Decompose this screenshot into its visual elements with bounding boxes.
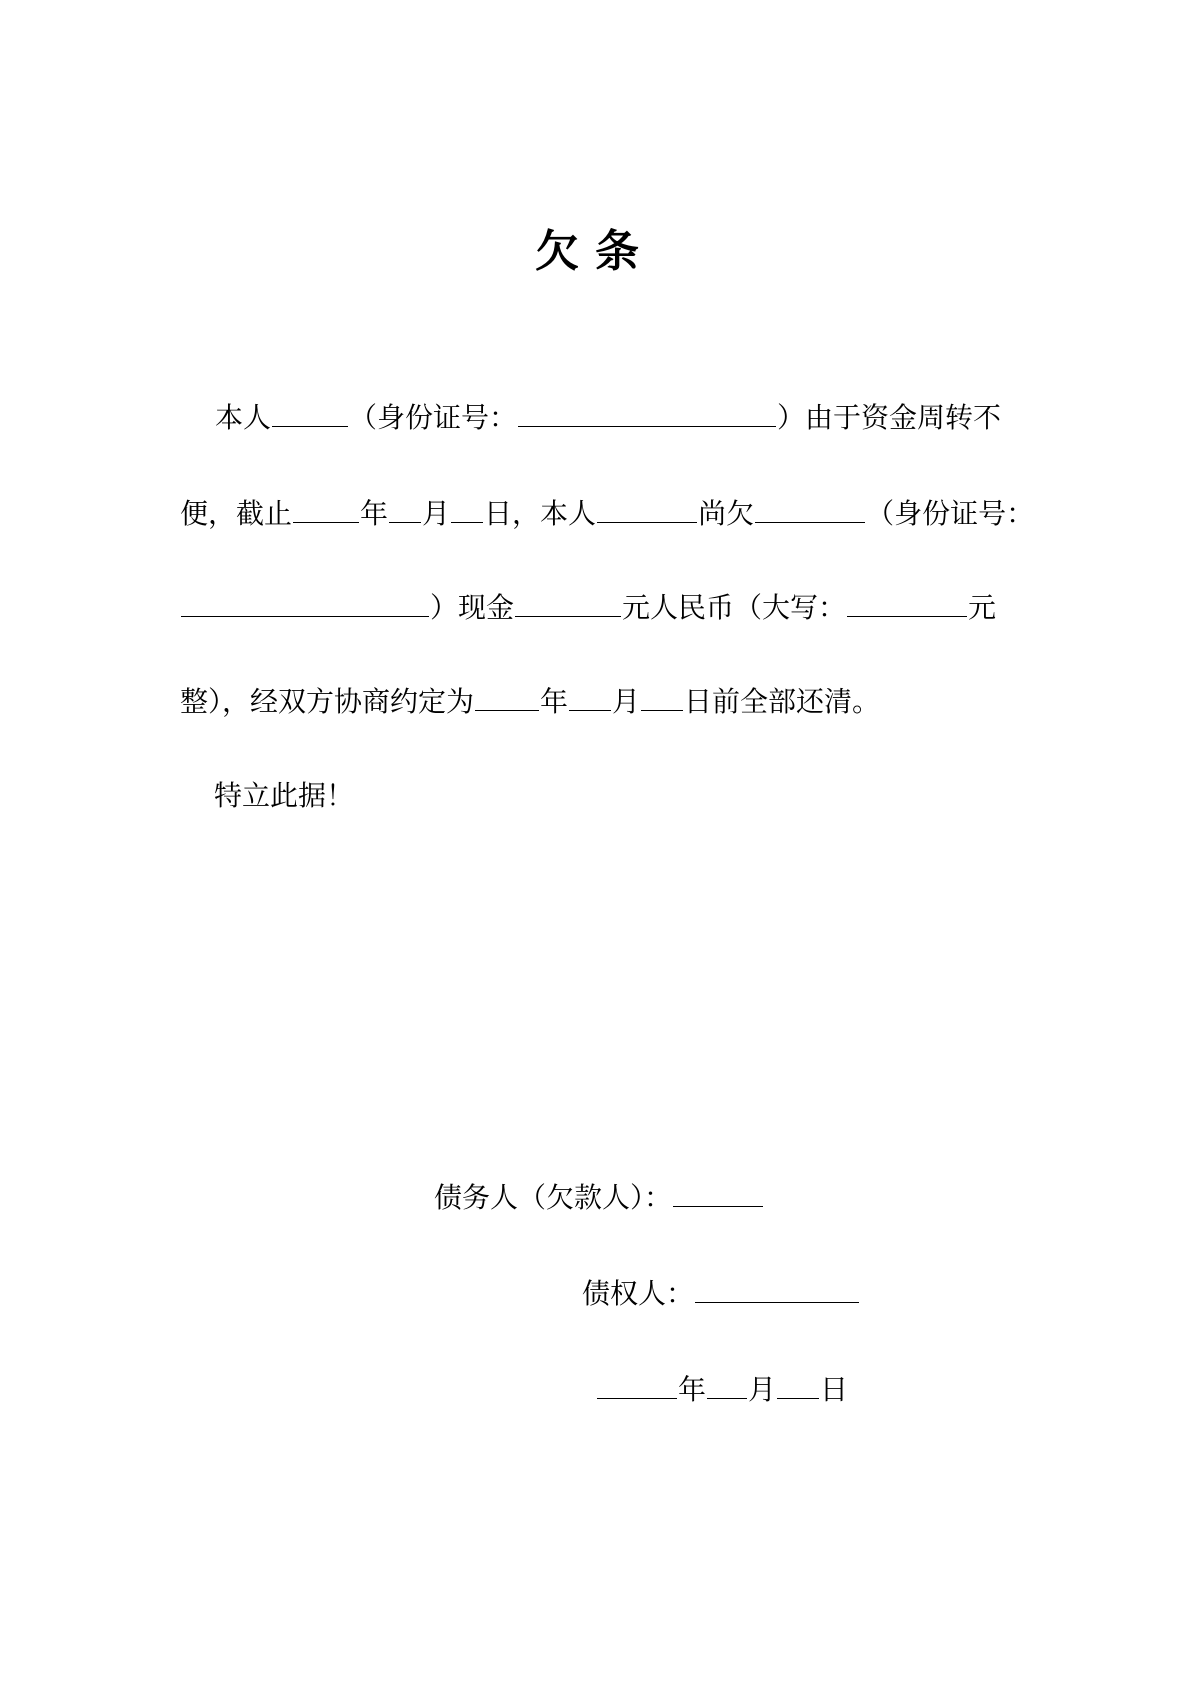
cutoff-day-blank[interactable] (451, 496, 483, 523)
creditor-id-blank[interactable] (181, 590, 429, 617)
text-segment: ）由于资金周转不 (777, 401, 1002, 434)
body-line-4 (180, 682, 880, 722)
creditor-signature-blank[interactable] (695, 1276, 859, 1303)
text-segment: 月 (612, 685, 641, 718)
creditor-name-blank[interactable] (755, 496, 865, 523)
text-segment: 月 (748, 1373, 777, 1406)
repay-year-blank[interactable] (475, 684, 539, 711)
text-segment: 月 (422, 497, 451, 530)
debtor-label: 债务人（欠款人）： (434, 1181, 673, 1214)
repay-month-blank[interactable] (569, 684, 611, 711)
text-segment: 尚欠 (698, 497, 755, 530)
text-segment: 日前全部还清。 (684, 685, 881, 718)
debtor-signature-line (434, 1178, 764, 1218)
sign-month-blank[interactable] (707, 1372, 747, 1399)
amount-uppercase-blank[interactable] (847, 590, 967, 617)
text-segment: 年 (360, 497, 389, 530)
text-segment: （身份证号： (866, 497, 1035, 530)
text-segment: 年 (678, 1373, 707, 1406)
debtor-name-blank[interactable] (272, 400, 348, 427)
creditor-label: 债权人： (582, 1277, 695, 1310)
cutoff-year-blank[interactable] (293, 496, 359, 523)
text-segment: （身份证号： (349, 401, 518, 434)
closing-statement: 特立此据！ (214, 779, 355, 812)
debtor-id-blank[interactable] (518, 400, 776, 427)
text-segment: 日 (820, 1373, 849, 1406)
creditor-signature-line (582, 1274, 860, 1314)
text-segment: ）现金 (430, 591, 515, 624)
text-segment: 本人 (215, 401, 272, 434)
body-line-2 (180, 494, 1034, 534)
body-line-1 (215, 398, 1001, 438)
cutoff-month-blank[interactable] (389, 496, 421, 523)
text-segment: 整），经双方协商约定为 (180, 685, 475, 718)
repay-day-blank[interactable] (641, 684, 683, 711)
debtor-name-blank-2[interactable] (597, 496, 697, 523)
sign-day-blank[interactable] (777, 1372, 819, 1399)
amount-blank[interactable] (515, 590, 621, 617)
body-line-3 (180, 588, 996, 628)
text-segment: 元 (968, 591, 997, 624)
body-line-5 (214, 776, 354, 816)
text-segment: 日，本人 (484, 497, 597, 530)
text-segment: 便，截止 (180, 497, 293, 530)
signature-date-line (596, 1370, 848, 1410)
sign-year-blank[interactable] (597, 1372, 677, 1399)
document-title: 欠条 (535, 226, 655, 277)
text-segment: 元人民币（大写： (622, 591, 847, 624)
debtor-signature-blank[interactable] (673, 1180, 763, 1207)
text-segment: 年 (540, 685, 569, 718)
